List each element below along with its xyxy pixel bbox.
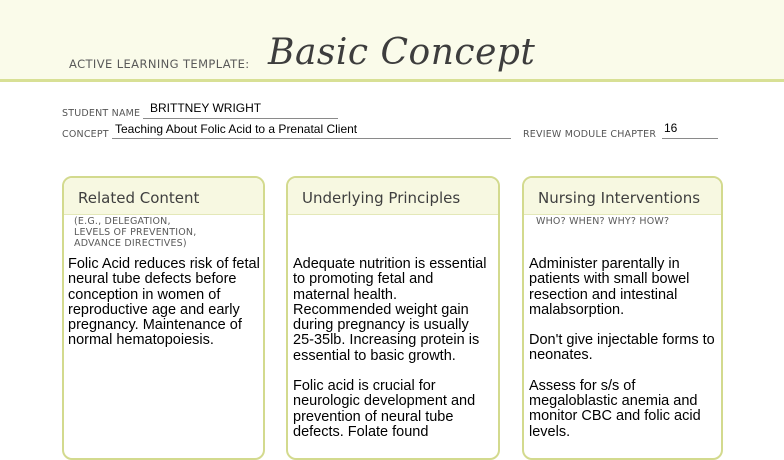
nursing-interventions-body[interactable] (529, 257, 719, 455)
nursing-interventions-paragraph: Assess for s/s of megaloblastic anemia and monitor CBC and folic acid levels. (529, 377, 701, 440)
student-name-label: STUDENT NAME (62, 108, 141, 119)
underlying-principles-title: Underlying Principles (302, 189, 461, 207)
header-divider (0, 79, 784, 82)
review-module-line (662, 138, 718, 139)
concept-value[interactable]: Teaching About Folic Acid to a Prenatal Client (115, 122, 358, 136)
related-content-header (64, 178, 263, 215)
underlying-principles-body[interactable] (293, 257, 493, 455)
review-module-label: REVIEW MODULE CHAPTER (523, 129, 657, 140)
related-content-card (62, 176, 265, 460)
nursing-interventions-paragraph: Don't give injectable forms to neonates. (529, 332, 715, 364)
student-name-line (143, 118, 338, 119)
related-content-title: Related Content (78, 189, 200, 207)
concept-line (112, 138, 511, 139)
template-title: Basic Concept (268, 32, 536, 73)
template-label: ACTIVE LEARNING TEMPLATE: (69, 57, 250, 71)
related-content-body[interactable] (68, 257, 263, 364)
related-content-subtitle: (E.G., DELEGATION, LEVELS OF PREVENTION, ADVANCE DIRECTIVES) (74, 216, 197, 249)
underlying-principles-paragraph: Folic acid is crucial for neurologic development and prevention of neural tube defects. Folate found (293, 378, 476, 440)
underlying-principles-header (288, 178, 498, 215)
underlying-principles-paragraph: Adequate nutrition is essential to promoting fetal and maternal health. Recommended weight gain during pregnancy is usually 25-35lb. Increasing protein is essential to basic growth. (293, 256, 487, 364)
concept-label: CONCEPT (62, 129, 109, 140)
nursing-interventions-title: Nursing Interventions (538, 189, 701, 207)
nursing-interventions-card (522, 176, 723, 460)
nursing-interventions-subtitle: WHO? WHEN? WHY? HOW? (536, 216, 670, 227)
nursing-interventions-paragraph: Administer parentally in patients with small bowel resection and intestinal malabsorption. (529, 256, 690, 318)
nursing-interventions-header (524, 178, 721, 215)
student-name-value[interactable]: BRITTNEY WRIGHT (150, 101, 262, 115)
underlying-principles-card (286, 176, 500, 460)
related-content-paragraph: Folic Acid reduces risk of fetal neural tube defects before conception in women of reproductive age and early pregnancy. Maintenance of normal hematopoiesis. (68, 256, 260, 349)
review-module-value[interactable]: 16 (664, 121, 678, 135)
